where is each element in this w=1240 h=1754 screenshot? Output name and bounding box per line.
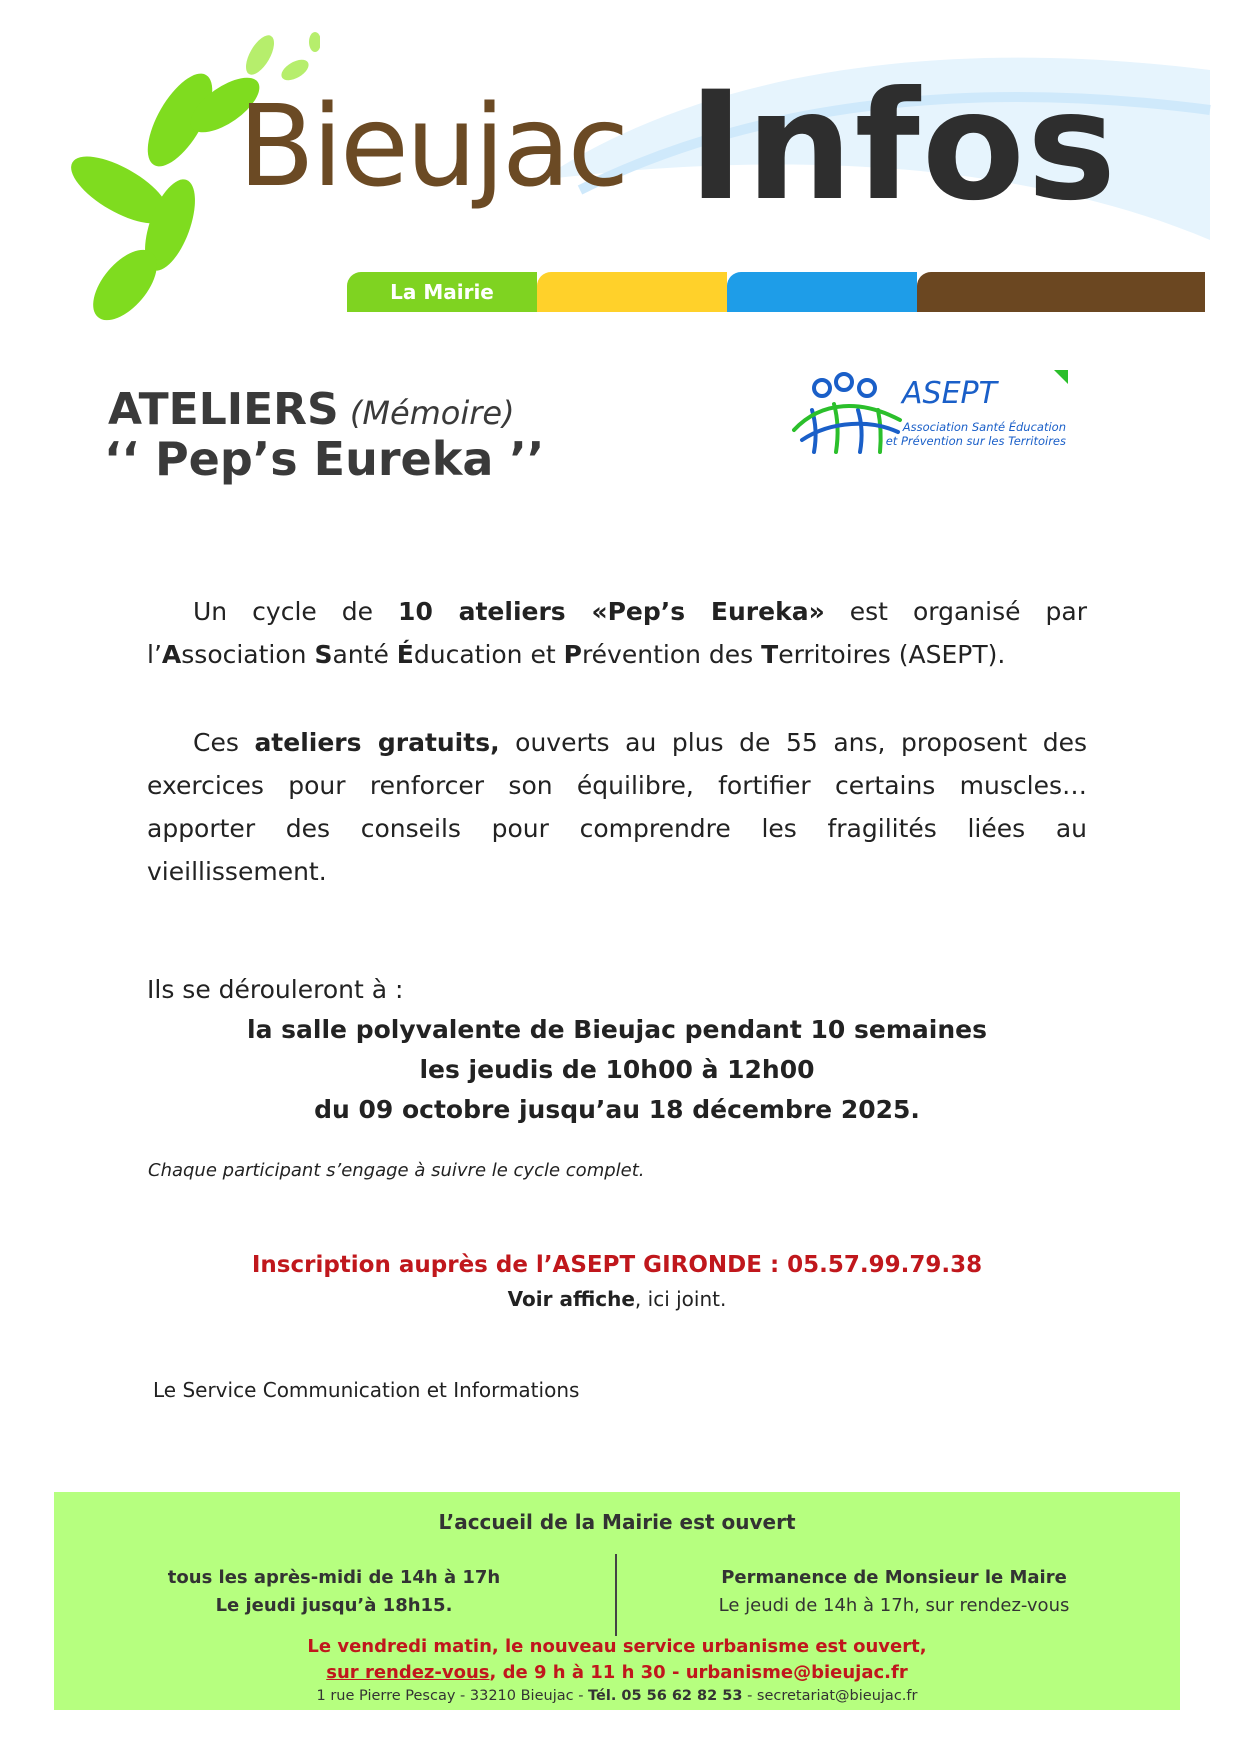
see-poster-rest: , ici joint. xyxy=(634,1287,727,1311)
intro-paragraph xyxy=(147,590,1087,676)
page-title xyxy=(108,384,515,435)
text-run-bold: ateliers gratuits, xyxy=(254,728,500,757)
footer-mayor xyxy=(654,1564,1134,1620)
asept-tagline-line-1: Association Santé Éducation xyxy=(902,420,1066,434)
asept-logo-tagline xyxy=(880,420,1066,448)
title-main: ATELIERS xyxy=(108,384,339,435)
schedule-location: la salle polyvalente de Bieujac pendant 10 semaines xyxy=(247,1015,987,1044)
text-run: ouverts au plus de 55 ans, proposent des exercices pour renforcer son équilibre, fortifier certains muscles… apporter des conseils pour comprendre les fragilités liées au vieillissement. xyxy=(147,728,1087,886)
text-run: est organisé par l’ xyxy=(147,597,1087,669)
footer-info-box xyxy=(54,1492,1180,1710)
text-run: erritoires (ASEPT). xyxy=(778,640,1006,669)
footer-urbanisme-line-2 xyxy=(54,1660,1180,1686)
footer-title: L’accueil de la Mairie est ouvert xyxy=(438,1510,796,1534)
footer-mayor-title: Permanence de Monsieur le Maire xyxy=(721,1567,1067,1588)
footer-hours-line-2: Le jeudi jusqu’à 18h15. xyxy=(215,1595,453,1616)
footer-hours-line-1: tous les après-midi de 14h à 17h xyxy=(167,1567,501,1588)
text-run-bold: É xyxy=(396,640,414,669)
text-run-bold: S xyxy=(314,640,333,669)
schedule-lead: Ils se dérouleront à : xyxy=(147,975,404,1004)
schedule-details xyxy=(147,1010,1087,1130)
signature-service: Le Service Communication et Informations xyxy=(153,1378,580,1402)
section-label: La Mairie xyxy=(390,280,494,304)
footer-phone: Tél. 05 56 62 82 53 xyxy=(588,1688,743,1704)
schedule-time: les jeudis de 10h00 à 12h00 xyxy=(419,1055,815,1084)
text-run: ssociation xyxy=(181,640,315,669)
text-run-bold: 10 ateliers «Pep’s Eureka» xyxy=(398,597,825,626)
footer-urbanisme-contact: , de 9 h à 11 h 30 - urbanisme@bieujac.fr xyxy=(489,1662,908,1683)
brand-infos: Infos xyxy=(688,60,1119,234)
description-paragraph xyxy=(147,721,1087,893)
schedule-dates: du 09 octobre jusqu’au 18 décembre 2025. xyxy=(314,1095,920,1124)
brand-bieujac: Bieujac xyxy=(238,82,627,212)
text-run: anté xyxy=(332,640,397,669)
footer-email: - secretariat@bieujac.fr xyxy=(742,1688,918,1704)
footer-address xyxy=(54,1688,1180,1704)
see-poster-line xyxy=(147,1287,1087,1311)
registration-line: Inscription auprès de l’ASEPT GIRONDE : 05.57.99.79.38 xyxy=(251,1252,983,1278)
footer-urbanisme xyxy=(54,1634,1180,1686)
text-run-bold: T xyxy=(761,640,779,669)
participation-note: Chaque participant s’engage à suivre le cycle complet. xyxy=(148,1160,645,1181)
text-run: ducation et xyxy=(413,640,564,669)
section-bar-yellow xyxy=(537,272,727,312)
text-run: révention des xyxy=(581,640,762,669)
header-banner xyxy=(0,0,1240,320)
footer-divider xyxy=(615,1554,617,1636)
text-run-bold: P xyxy=(563,640,582,669)
footer-urbanisme-line-1: Le vendredi matin, le nouveau service urbanisme est ouvert, xyxy=(307,1636,927,1657)
title-subtitle: ‘‘ Pep’s Eureka ’’ xyxy=(104,432,545,486)
asept-tagline-line-2: et Prévention sur les Territoires xyxy=(885,434,1066,448)
footer-appointment-text: sur rendez-vous xyxy=(326,1662,490,1683)
title-sub: (Mémoire) xyxy=(349,394,515,432)
asept-logo xyxy=(782,370,1068,462)
text-run: Ces xyxy=(193,728,255,757)
section-bar-blue xyxy=(727,272,917,312)
see-poster-bold: Voir affiche xyxy=(507,1287,635,1311)
text-run-bold: A xyxy=(161,640,182,669)
footer-address-street: 1 rue Pierre Pescay - 33210 Bieujac - xyxy=(316,1688,589,1704)
section-bar-brown xyxy=(917,272,1205,312)
footer-hours xyxy=(94,1564,574,1620)
text-run: Un cycle de xyxy=(193,597,399,626)
asept-logo-name: ASEPT xyxy=(902,376,997,411)
footer-mayor-hours: Le jeudi de 14h à 17h, sur rendez-vous xyxy=(718,1595,1070,1616)
